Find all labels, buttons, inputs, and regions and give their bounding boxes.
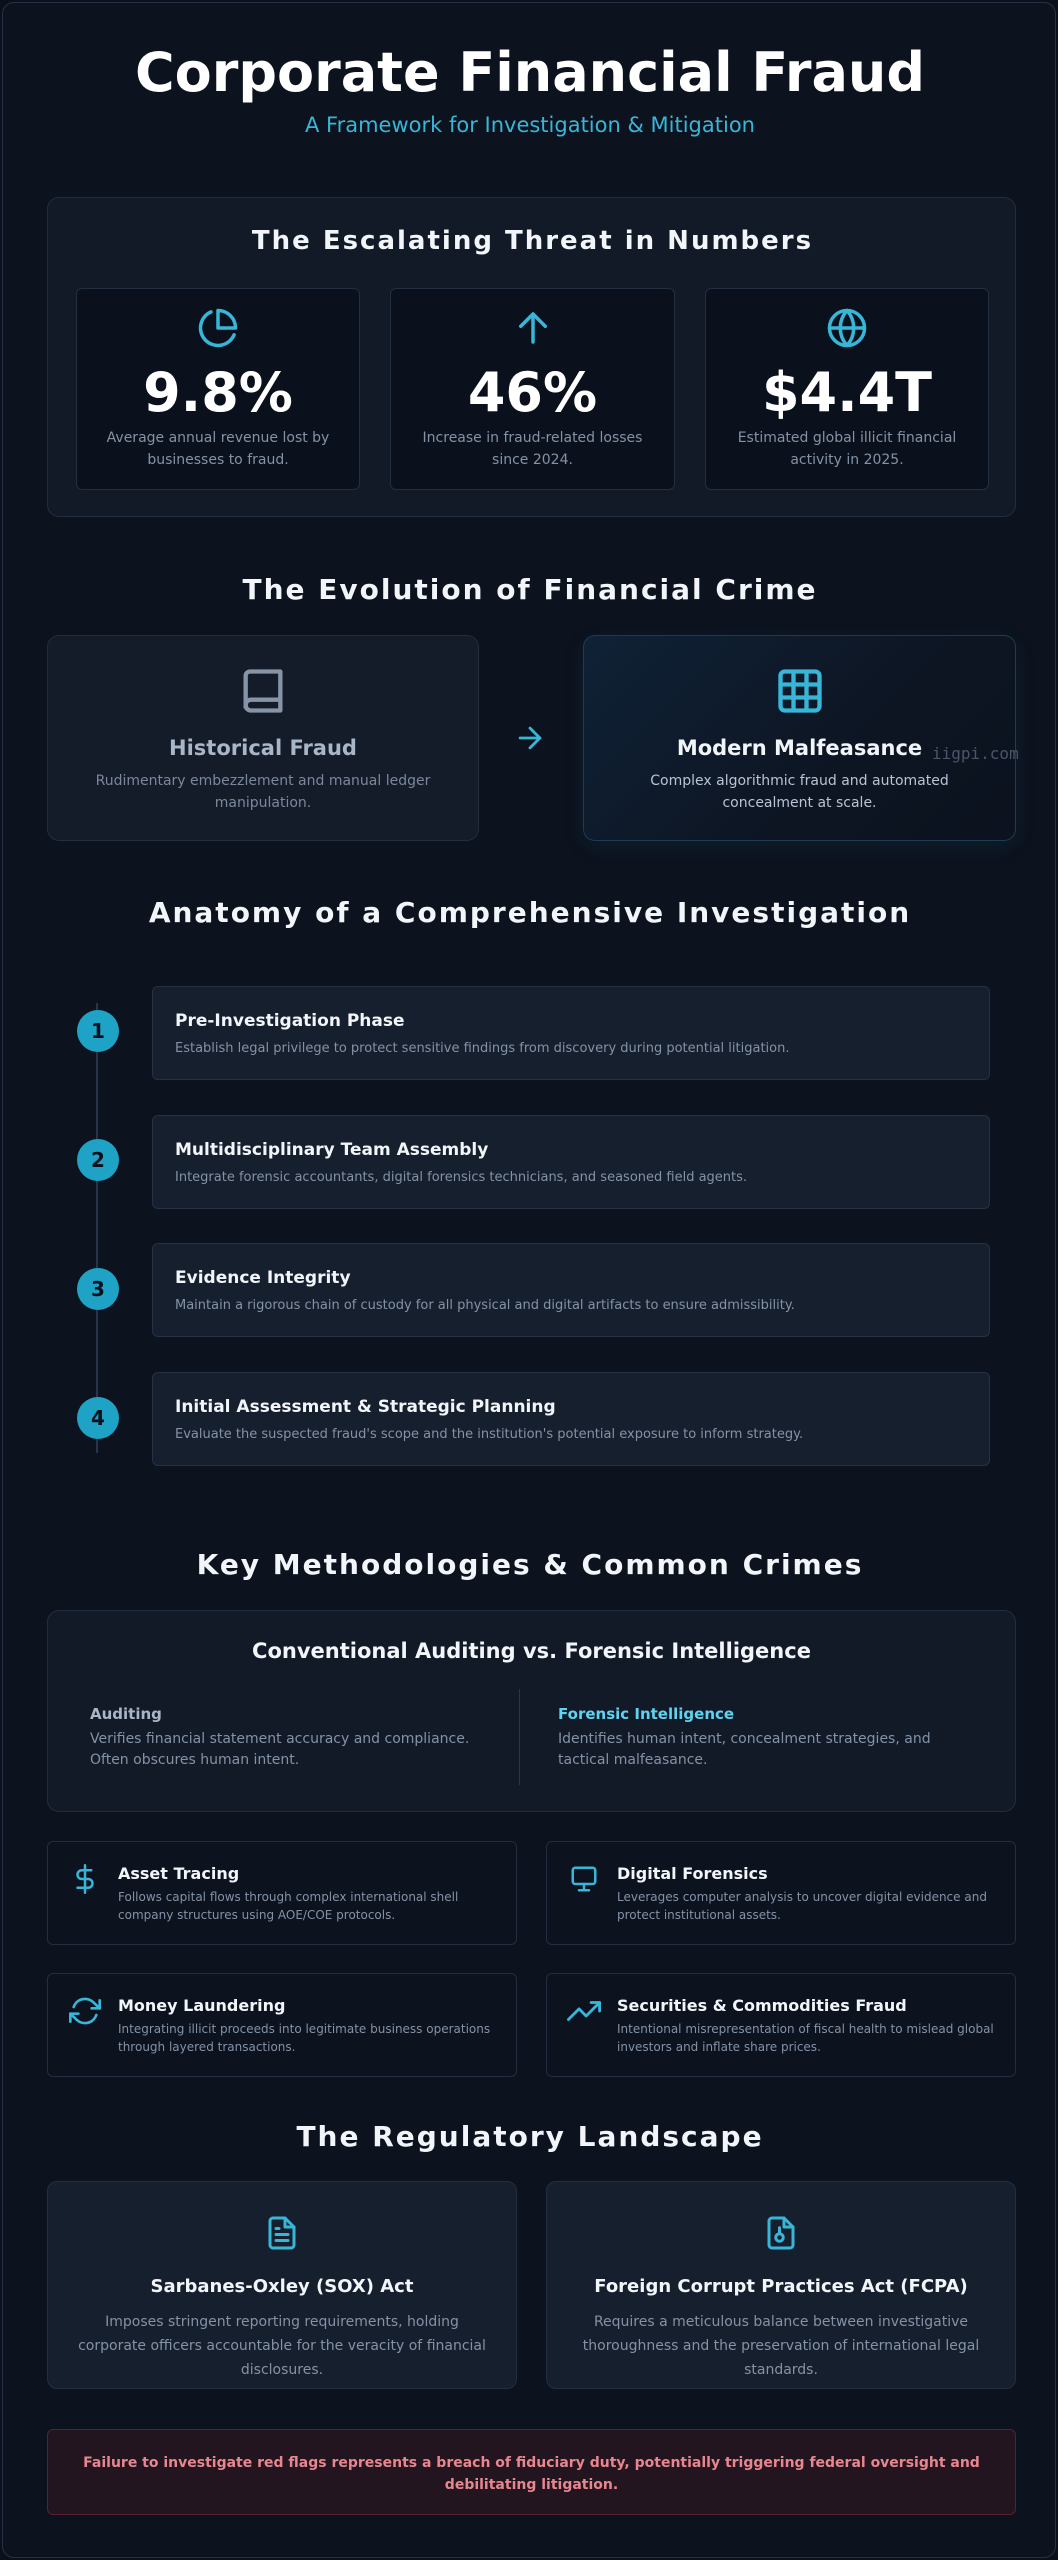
method-desc: Leverages computer analysis to uncover digital evidence and protect institutional assets.: [617, 1890, 987, 1922]
stat-value: 46%: [467, 361, 598, 424]
document-icon: [48, 2212, 516, 2254]
regulatory-title: The Regulatory Landscape: [296, 2120, 764, 2153]
stat-desc: Estimated global illicit financial activity in 2025.: [737, 430, 957, 468]
regulation-desc: Imposes stringent reporting requirements, holding corporate officers accountable for the veracity of financial disclosures.: [78, 2314, 486, 2378]
file-search-icon: [547, 2212, 1015, 2254]
method-card-digital-forensics: [546, 1841, 1016, 1945]
step-card: [152, 986, 990, 1080]
step-desc: Integrate forensic accountants, digital forensics technicians, and seasoned field agents.: [175, 1170, 748, 1185]
watermark: iigpi.com: [932, 744, 1019, 763]
step-number: 2: [77, 1139, 119, 1181]
arrow-up-icon: [391, 307, 674, 351]
stat-card-loss-increase: [390, 288, 675, 490]
comparison-divider: [519, 1689, 520, 1785]
step-desc: Establish legal privilege to protect sensitive findings from discovery during potential litigation.: [175, 1041, 790, 1056]
method-desc: Integrating illicit proceeds into legitimate business operations through layered transactions.: [118, 2022, 491, 2054]
method-title: Securities & Commodities Fraud: [617, 1996, 907, 2015]
stat-card-revenue-lost: [76, 288, 360, 490]
stat-value: $4.4T: [761, 361, 933, 424]
comparison-title: Conventional Auditing vs. Forensic Intelligence: [252, 1639, 811, 1663]
method-title: Money Laundering: [118, 1996, 286, 2015]
auditing-head: Auditing: [90, 1705, 162, 1723]
step-number: 3: [77, 1268, 119, 1310]
evolution-name: Historical Fraud: [169, 736, 357, 760]
method-card-money-laundering: [47, 1973, 517, 2077]
method-card-asset-tracing: [47, 1841, 517, 1945]
step-desc: Maintain a rigorous chain of custody for all physical and digital artifacts to ensure admissibility.: [175, 1298, 795, 1313]
timeline-line: [96, 1003, 98, 1453]
regulation-title: Sarbanes-Oxley (SOX) Act: [150, 2276, 414, 2297]
step-title: Evidence Integrity: [175, 1268, 351, 1288]
method-desc: Follows capital flows through complex international shell company structures using AOE/COE protocols.: [118, 1890, 459, 1922]
step-title: Pre-Investigation Phase: [175, 1011, 405, 1031]
forensic-head: Forensic Intelligence: [558, 1705, 735, 1723]
method-title: Asset Tracing: [118, 1864, 240, 1883]
fiduciary-warning: [47, 2429, 1016, 2515]
pie-chart-icon: [77, 307, 359, 351]
trending-up-icon: [567, 1994, 601, 2028]
threat-panel: [47, 197, 1016, 517]
investigation-title: Anatomy of a Comprehensive Investigation: [148, 896, 912, 929]
step-number: 1: [77, 1010, 119, 1052]
threat-title: The Escalating Threat in Numbers: [251, 226, 814, 256]
page-title: Corporate Financial Fraud: [134, 41, 925, 104]
step-card: [152, 1243, 990, 1337]
evolution-card-modern: [583, 635, 1016, 841]
regulation-desc: Requires a meticulous balance between investigative thoroughness and the preservation of international legal standards.: [582, 2314, 980, 2378]
stat-desc: Increase in fraud-related losses since 2024.: [422, 430, 643, 468]
step-card: [152, 1115, 990, 1209]
step-number: 4: [77, 1397, 119, 1439]
step-card: [152, 1372, 990, 1466]
forensic-text: Identifies human intent, concealment strategies, and tactical malfeasance.: [558, 1731, 931, 1768]
grid-icon: [584, 664, 1015, 718]
step-title: Initial Assessment & Strategic Planning: [175, 1397, 556, 1417]
evolution-name: Modern Malfeasance: [676, 736, 923, 760]
globe-icon: [706, 307, 988, 351]
auditing-text: Verifies financial statement accuracy and compliance. Often obscures human intent.: [90, 1731, 470, 1768]
regulation-card-fcpa: [546, 2181, 1016, 2389]
evolution-title: The Evolution of Financial Crime: [242, 573, 818, 606]
book-icon: [48, 664, 478, 718]
stat-value: 9.8%: [143, 361, 293, 424]
step-desc: Evaluate the suspected fraud's scope and the institution's potential exposure to inform strategy.: [175, 1427, 804, 1442]
arrow-right-icon: [513, 721, 547, 755]
infographic-page: [2, 2, 1056, 2558]
evolution-card-historical: [47, 635, 479, 841]
dollar-icon: [68, 1862, 102, 1896]
evolution-desc: Complex algorithmic fraud and automated concealment at scale.: [650, 773, 949, 811]
regulation-title: Foreign Corrupt Practices Act (FCPA): [594, 2276, 968, 2297]
evolution-desc: Rudimentary embezzlement and manual ledger manipulation.: [95, 773, 431, 811]
warning-text: Failure to investigate red flags represents a breach of fiduciary duty, potentially triggering federal oversight and debilitating litigation.: [83, 2455, 980, 2493]
page-subtitle: A Framework for Investigation & Mitigation: [305, 113, 755, 137]
step-title: Multidisciplinary Team Assembly: [175, 1140, 489, 1160]
method-desc: Intentional misrepresentation of fiscal health to mislead global investors and inflate share prices.: [617, 2022, 994, 2054]
methods-title: Key Methodologies & Common Crimes: [196, 1548, 864, 1581]
stat-desc: Average annual revenue lost by businesses to fraud.: [106, 430, 330, 468]
comparison-panel: [47, 1610, 1016, 1812]
refresh-icon: [68, 1994, 102, 2028]
monitor-icon: [567, 1862, 601, 1896]
method-title: Digital Forensics: [617, 1864, 768, 1883]
stat-card-illicit-activity: [705, 288, 989, 490]
method-card-securities-fraud: [546, 1973, 1016, 2077]
regulation-card-sox: [47, 2181, 517, 2389]
